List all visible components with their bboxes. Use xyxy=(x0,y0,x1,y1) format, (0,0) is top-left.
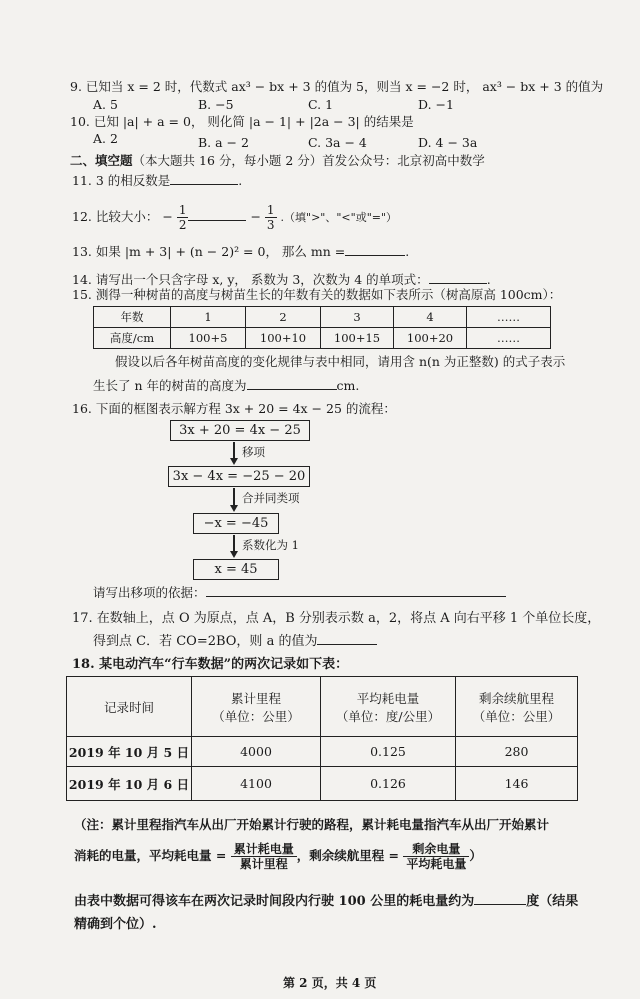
q16-answer-blank[interactable] xyxy=(206,584,506,597)
table-row xyxy=(94,328,551,349)
q10-option-b: B. a − 2 xyxy=(198,135,249,150)
flow-arrow-1 xyxy=(230,458,238,465)
q9-option-d: D. −1 xyxy=(418,97,454,112)
q18-note2b: ，剩余续航里程 = xyxy=(296,848,400,863)
q18-fraction-1 xyxy=(231,842,297,871)
table-cell: 4100 xyxy=(192,767,321,801)
table-cell: 0.126 xyxy=(321,767,456,801)
q13-answer-blank[interactable] xyxy=(345,243,405,256)
table-cell: 0.125 xyxy=(321,737,456,767)
q18-note1: （注：累计里程指汽车从出厂开始累计行驶的路程，累计耗电量指汽车从出厂开始累计 xyxy=(74,817,550,832)
table-cell: 4000 xyxy=(192,737,321,767)
q9-option-a: A. 5 xyxy=(93,97,118,112)
flow-arrow-3 xyxy=(230,551,238,558)
q17-line2 xyxy=(93,632,377,650)
table-cell: 100+10 xyxy=(246,328,321,349)
q12-f2-num: 1 xyxy=(266,203,275,217)
q18-ask1-text: 由表中数据可得该车在两次记录时间段内行驶 100 公里的耗电量约为 xyxy=(74,894,475,909)
q14-text: 14. 请写出一个只含字母 x, y， 系数为 3，次数为 4 的单项式： xyxy=(72,272,429,287)
flow-box-4: x = 45 xyxy=(193,559,279,580)
q18-ask1 xyxy=(74,892,578,910)
q10-option-a: A. 2 xyxy=(93,131,118,146)
q18-stem: 18. 某电动汽车“行车数据”的两次记录如下表： xyxy=(72,657,349,672)
flow-box-2: 3x − 4x = −25 − 20 xyxy=(168,466,310,487)
q18-f2-num: 剩余电量 xyxy=(403,842,469,857)
table-cell: 100+20 xyxy=(394,328,467,349)
flow-step-2: 合并同类项 xyxy=(242,491,300,505)
header-consumption: 平均耗电量 （单位：度/公里） xyxy=(321,677,456,737)
table-cell: …… xyxy=(467,328,551,349)
q12-neg1: − xyxy=(162,209,173,224)
header-range: 剩余续航里程 （单位：公里） xyxy=(456,677,578,737)
q15-table xyxy=(93,306,551,349)
q18-fraction-2 xyxy=(403,842,469,871)
table-cell: 146 xyxy=(456,767,578,801)
q12-answer-blank[interactable] xyxy=(188,208,246,221)
q12-f2-den: 3 xyxy=(266,218,275,232)
q11-end: . xyxy=(238,173,243,188)
q9-option-b: B. −5 xyxy=(198,97,234,112)
section-note: （本大题共 16 分，每小题 2 分）首发公众号：北京初高中数学 xyxy=(132,153,485,168)
q18-note2a: 消耗的电量，平均耗电量 = xyxy=(74,848,227,863)
q10-option-c: C. 3a − 4 xyxy=(308,135,367,150)
q18-f2-den: 平均耗电量 xyxy=(406,857,467,871)
flow-arrow-2 xyxy=(230,505,238,512)
q17-answer-blank[interactable] xyxy=(317,632,377,645)
table-cell: 高度/cm xyxy=(94,328,171,349)
q15-line3 xyxy=(93,377,359,393)
table-cell: 100+15 xyxy=(321,328,394,349)
q17-line2-text: 得到点 C．若 CO=2BO，则 a 的值为 xyxy=(93,634,318,649)
q16-stem: 16. 下面的框图表示解方程 3x + 20 = 4x − 25 的流程： xyxy=(72,401,396,416)
flow-box-3: −x = −45 xyxy=(193,513,279,534)
table-cell: 年数 xyxy=(94,307,171,328)
q18-f1-num: 累计耗电量 xyxy=(231,842,297,857)
table-row xyxy=(67,767,578,801)
section-heading xyxy=(70,154,485,168)
q15-line3a: 生长了 n 年的树苗的高度为 xyxy=(93,378,247,393)
flow-box-1: 3x + 20 = 4x − 25 xyxy=(170,420,310,441)
q13-text: 13. 如果 |m + 3| + (n − 2)² = 0， 那么 mn = xyxy=(72,244,346,259)
q15-line2: 假设以后各年树苗高度的变化规律与表中相同，请用含 n(n 为正整数) 的式子表示 xyxy=(115,354,566,369)
q9-option-c: C. 1 xyxy=(308,97,334,112)
table-cell: 4 xyxy=(394,307,467,328)
q18-f1-den: 累计里程 xyxy=(239,857,288,871)
q12-suffix: .（填">"、"<"或"="） xyxy=(280,211,398,224)
q18-answer-blank[interactable] xyxy=(474,892,526,905)
table-header-row xyxy=(67,677,578,737)
table-cell: …… xyxy=(467,307,551,328)
q14-answer-blank[interactable] xyxy=(429,271,487,284)
q12 xyxy=(72,202,397,233)
q12-fraction-2 xyxy=(265,203,277,232)
table-row xyxy=(94,307,551,328)
header-mileage: 累计里程 （单位：公里） xyxy=(192,677,321,737)
q12-neg2: − xyxy=(250,209,261,224)
q15-stem: 15. 测得一种树苗的高度与树苗生长的年数有关的数据如下表所示（树高原高 100cm）： xyxy=(72,287,562,302)
page-footer: 第 2 页，共 4 页 xyxy=(283,976,377,990)
q12-f1-den: 2 xyxy=(178,218,187,232)
q12-f1-num: 1 xyxy=(178,203,187,217)
q18-ask2: 精确到个位）. xyxy=(74,917,157,932)
header-time: 记录时间 xyxy=(67,677,192,737)
q12-fraction-1 xyxy=(177,203,189,232)
table-cell: 100+5 xyxy=(171,328,246,349)
q18-table xyxy=(66,676,578,801)
q17-line1: 17. 在数轴上，点 O 为原点，点 A，B 分别表示数 a，2，将点 A 向右平移 1 个单位长度， xyxy=(72,611,601,626)
q18-ask1b: 度（结果 xyxy=(526,894,579,909)
q11 xyxy=(72,172,242,188)
q11-text: 11. 3 的相反数是 xyxy=(72,173,171,188)
q13-end: . xyxy=(405,244,410,259)
q16-ask-text: 请写出移项的依据： xyxy=(93,585,206,600)
q13 xyxy=(72,243,409,259)
q10-stem: 10. 已知 |a| + a = 0， 则化简 |a − 1| + |2a − 3| 的结果是 xyxy=(70,114,414,129)
table-cell: 2019 年 10 月 5 日 xyxy=(67,737,192,767)
q18-note2c: ） xyxy=(469,848,482,863)
flow-step-1: 移项 xyxy=(242,445,265,459)
q14 xyxy=(72,271,491,287)
table-cell: 280 xyxy=(456,737,578,767)
q15-line3b: cm. xyxy=(336,378,360,393)
table-cell: 2 xyxy=(246,307,321,328)
q12-prefix: 12. 比较大小： xyxy=(72,209,159,224)
q10-option-d: D. 4 − 3a xyxy=(418,135,478,150)
q18-note2 xyxy=(74,840,482,872)
table-row xyxy=(67,737,578,767)
table-cell: 2019 年 10 月 6 日 xyxy=(67,767,192,801)
q15-answer-blank[interactable] xyxy=(247,377,337,390)
flow-step-3: 系数化为 1 xyxy=(242,538,299,552)
q16-ask xyxy=(93,584,506,600)
q14-end: . xyxy=(486,272,491,287)
table-cell: 1 xyxy=(171,307,246,328)
q11-answer-blank[interactable] xyxy=(170,172,238,185)
table-cell: 3 xyxy=(321,307,394,328)
q9-stem: 9. 已知当 x = 2 时，代数式 ax³ − bx + 3 的值为 5，则当 x = −2 时， ax³ − bx + 3 的值为 xyxy=(70,79,604,94)
section-title: 二、填空题 xyxy=(70,153,133,168)
